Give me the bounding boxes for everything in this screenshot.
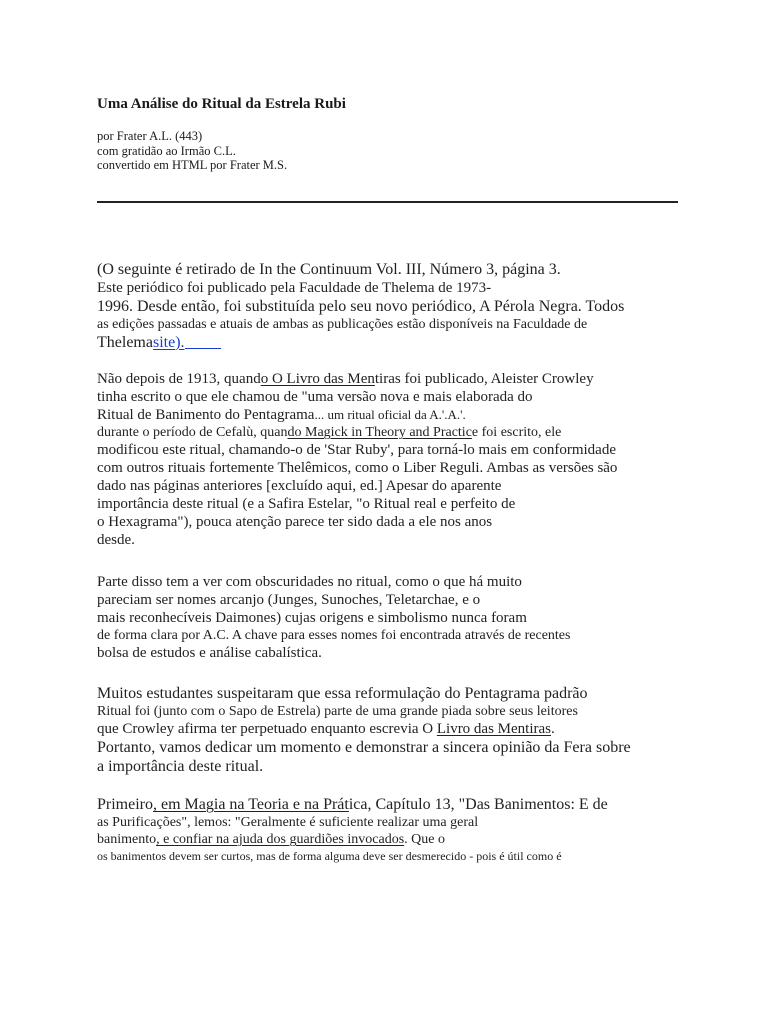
text-line: mais reconhecíveis Daimones) cujas origens e simbolismo nunca foram: [97, 610, 527, 626]
book-title: Livro das Mentiras: [436, 721, 551, 737]
site-link[interactable]: site: [152, 334, 176, 351]
text-line: Ritual foi (junto com o Sapo de Estrela) parte de uma grande piada sobre seus leitores: [97, 704, 578, 719]
text-line: a importância deste ritual.: [97, 758, 264, 775]
text-line: tinha escrito o que ele chamou de "uma versão nova e mais elaborada do: [97, 389, 533, 405]
text-line: dado nas páginas anteriores [excluído aqui, ed.] Apesar do aparente: [97, 478, 502, 494]
text-line: [97, 424, 617, 441]
byline: [97, 129, 287, 173]
text-line: Muitos estudantes suspeitaram que essa reformulação do Pentagrama padrão: [97, 685, 588, 702]
link-underline: [185, 347, 221, 349]
text-fragment: Ritual de Banimento do Pentagrama: [97, 407, 315, 423]
text-fragment: banimento: [97, 832, 157, 847]
book-title: o O Livro das Men: [260, 371, 375, 387]
text-fragment: tiras foi publicado, Aleister Crowley: [374, 371, 594, 387]
horizontal-rule: [97, 201, 678, 203]
text-line: de forma clara por A.C. A chave para esses nomes foi encontrada através de recentes: [97, 628, 571, 643]
text-fragment: . Que o: [404, 832, 445, 847]
text-line: 1996. Desde então, foi substituída pelo seu novo periódico, A Pérola Negra. Todos: [97, 298, 625, 315]
text-line: modificou este ritual, chamando-o de 'Star Ruby', para torná-lo mais em conformidade: [97, 442, 616, 458]
text-line: [97, 370, 617, 388]
paragraph-obscurities: [97, 573, 570, 662]
text-line: os banimentos devem ser curtos, mas de forma alguma deve ser desmerecido - pois é útil como é: [97, 849, 562, 863]
text-fragment: ).: [175, 334, 185, 351]
text-fragment: Não depois de 1913, quand: [97, 371, 261, 387]
text-fragment: .: [551, 721, 555, 737]
text-line: (O seguinte é retirado de In the Continuum Vol. III, Número 3, página 3.: [97, 261, 561, 278]
paragraph-intro: [97, 260, 624, 352]
underlined-phrase: , e confiar na ajuda dos guardiões invocados: [156, 832, 405, 847]
text-line: desde.: [97, 532, 135, 548]
text-line: [97, 831, 608, 848]
text-line: Este periódico foi publicado pela Faculdade de Thelema de 1973-: [97, 280, 492, 296]
paragraph-history: [97, 370, 617, 549]
paragraph-students: [97, 684, 631, 776]
text-line: [97, 795, 608, 814]
paragraph-first: [97, 795, 608, 864]
book-title: , em Magia na Teoria e na Prát: [153, 796, 349, 813]
text-fragment: ... um ritual oficial da A.'.A.'.: [314, 407, 466, 422]
text-line: [97, 720, 631, 738]
text-line: Portanto, vamos dedicar um momento e demonstrar a sincera opinião da Fera sobre: [97, 739, 631, 756]
page-title: Uma Análise do Ritual da Estrela Rubi: [97, 96, 346, 112]
text-line: as edições passadas e atuais de ambas as publicações estão disponíveis na Faculdade de: [97, 317, 588, 332]
text-line: Parte disso tem a ver com obscuridades no ritual, como o que há muito: [97, 574, 522, 590]
text-line: bolsa de estudos e análise cabalística.: [97, 645, 322, 661]
byline-thanks: com gratidão ao Irmão C.L.: [97, 143, 236, 158]
text-fragment: e foi escrito, ele: [471, 425, 562, 440]
text-fragment: durante o período de Cefalù, quan: [97, 425, 288, 440]
text-fragment: Thelema: [97, 334, 153, 351]
text-fragment: Primeiro: [97, 796, 153, 813]
text-line: as Purificações", lemos: "Geralmente é suficiente realizar uma geral: [97, 815, 479, 830]
text-line: [97, 333, 624, 352]
book-title: do Magick in Theory and Practic: [287, 425, 472, 440]
text-line: [97, 406, 617, 424]
byline-converter: convertido em HTML por Frater M.S.: [97, 158, 288, 172]
text-line: com outros rituais fortemente Thelêmicos, como o Liber Reguli. Ambas as versões são: [97, 460, 618, 476]
text-fragment: ica, Capítulo 13, "Das Banimentos: E de: [348, 796, 608, 813]
text-line: pareciam ser nomes arcanjo (Junges, Sunoches, Teletarchae, e o: [97, 592, 481, 608]
text-line: importância deste ritual (e a Safira Estelar, "o Ritual real e perfeito de: [97, 496, 516, 512]
byline-author: por Frater A.L. (443): [97, 129, 203, 143]
text-fragment: que Crowley afirma ter perpetuado enquanto escrevia O: [97, 721, 437, 737]
text-line: o Hexagrama"), pouca atenção parece ter sido dada a ele nos anos: [97, 514, 493, 530]
